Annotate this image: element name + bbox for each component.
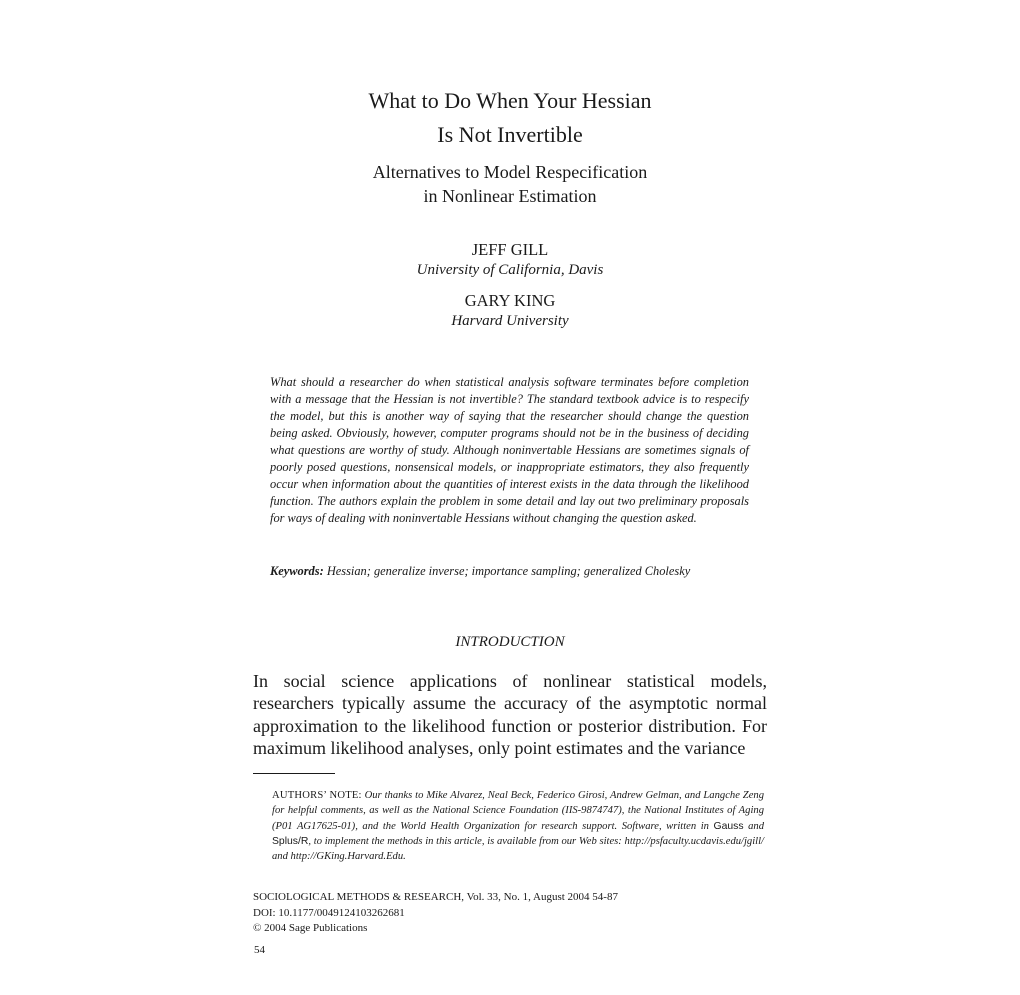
- introduction-paragraph: In social science applications of nonlinear statistical models, researchers typically assume the accuracy of the asymptotic normal approximation to the likelihood function or posterior distribution. For maximum likelihood analyses, only point estimates and the variance: [253, 671, 767, 759]
- author-block-1: [0, 240, 1020, 280]
- copyright: © 2004 Sage Publications: [253, 922, 368, 935]
- footnote-label: AUTHORS’ NOTE:: [272, 790, 362, 801]
- footnote-software-splus-r: Splus/R: [272, 835, 309, 847]
- footnote-software-gauss: Gauss: [713, 820, 744, 832]
- paper-subtitle-line-2: in Nonlinear Estimation: [423, 186, 597, 206]
- author-affiliation: Harvard University: [451, 313, 569, 329]
- author-name: JEFF GILL: [471, 240, 549, 259]
- paper-subtitle: [0, 160, 1020, 208]
- keywords: [270, 563, 749, 580]
- paper-title-line-2: Is Not Invertible: [437, 122, 583, 147]
- keywords-list: Hessian; generalize inverse; importance sampling; generalized Cholesky: [326, 564, 691, 578]
- author-affiliation: University of California, Davis: [416, 262, 604, 278]
- author-block-2: [0, 291, 1020, 331]
- section-heading-introduction: INTRODUCTION: [455, 634, 565, 650]
- author-name: GARY KING: [464, 291, 556, 310]
- footnote-divider: [253, 773, 335, 774]
- page-number: 54: [254, 944, 265, 956]
- footnote-text-part-1: Our thanks to Mike Alvarez, Neal Beck, Federico Girosi, Andrew Gelman, and Langche Zeng for helpful comments, as well as the National Science Foundation (IIS-9874747), the National Institutes of Aging (P01 AG17625-01), and the World Health Organization for research support. Software, written in: [272, 790, 764, 832]
- paper-title: [0, 84, 1020, 152]
- footnote-text-part-2: , to implement the methods in this article, is available from our Web sites: http://psfaculty.ucdavis.edu/jgill/ and http://GKing.Harvard.Edu.: [272, 835, 764, 863]
- doi: DOI: 10.1177/0049124103262681: [253, 906, 405, 919]
- abstract: What should a researcher do when statistical analysis software terminates before completion with a message that the Hessian is not invertible? The standard textbook advice is to respecify the model, but this is another way of saying that the researcher should change the question being asked. Obviously, however, computer programs should not be in the business of deciding what questions are worthy of study. Although noninvertable Hessians are sometimes signals of poorly posed questions, nonsensical models, or inappropriate estimators, they also frequently occur when information about the quantities of interest exists in the data through the likelihood function. The authors explain the problem in some detail and lay out two preliminary proposals for ways of dealing with noninvertable Hessians without changing the question asked.: [270, 375, 749, 526]
- journal-info: [253, 890, 618, 937]
- paper-subtitle-line-1: Alternatives to Model Respecification: [372, 162, 648, 182]
- journal-citation: SOCIOLOGICAL METHODS & RESEARCH, Vol. 33, No. 1, August 2004 54-87: [253, 891, 618, 903]
- footnote-and: and: [748, 820, 764, 832]
- authors-note-footnote: [272, 788, 764, 864]
- keywords-label: Keywords:: [270, 564, 324, 578]
- paper-title-line-1: What to Do When Your Hessian: [368, 88, 652, 113]
